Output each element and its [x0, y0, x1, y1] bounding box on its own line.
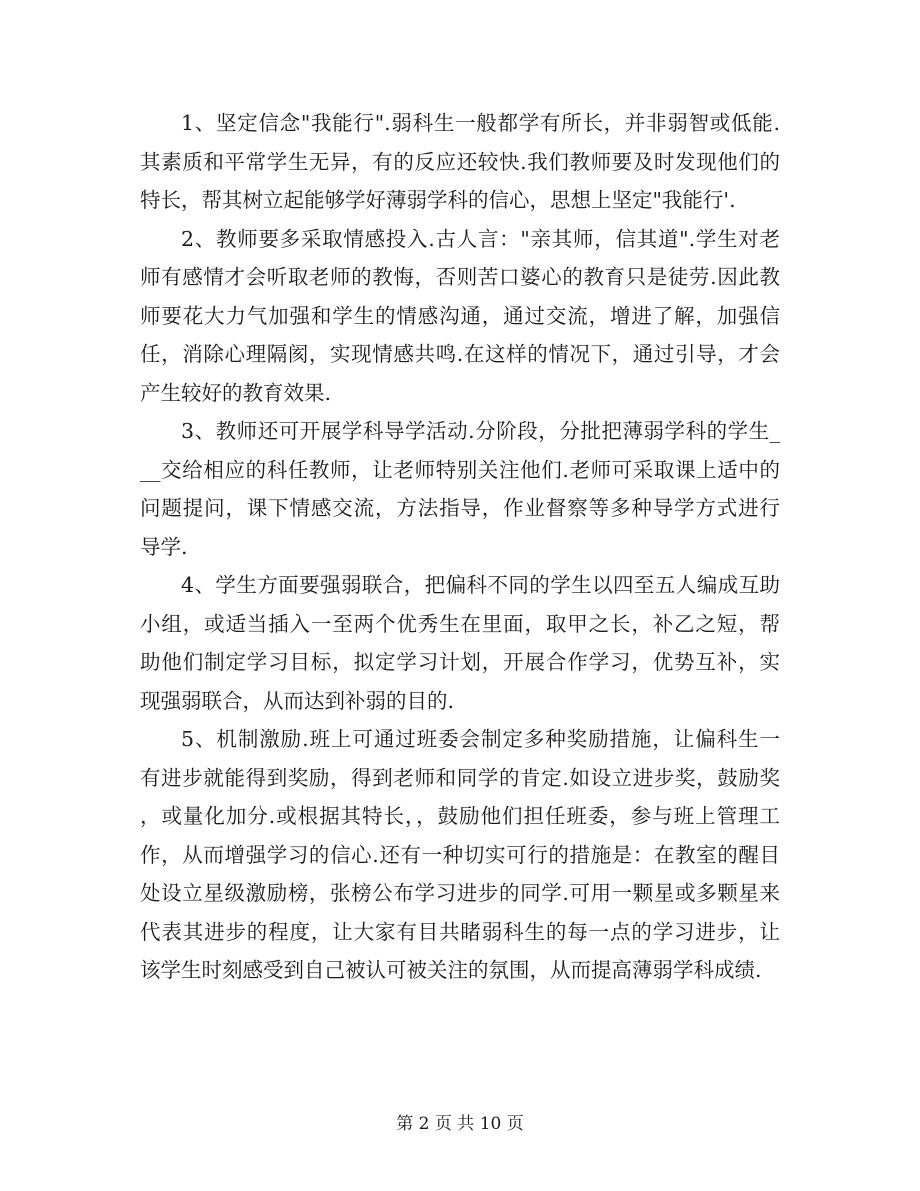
paragraph-3	[140, 412, 780, 566]
paragraph-line: 有进步就能得到奖励，得到老师和同学的肯定.如设立进步奖，鼓励奖	[140, 765, 780, 790]
paragraph-line: 导学.	[140, 534, 188, 559]
paragraph-line: 师要花大力气加强和学生的情感沟通，通过交流，增进了解，加强信	[140, 303, 780, 328]
paragraph-line: 助他们制定学习目标，拟定学习计划，开展合作学习，优势互补，实	[140, 650, 780, 674]
paragraph-line: 3、教师还可开展学科导学活动.分阶段，分批把薄弱学科的学生_	[181, 419, 780, 443]
paragraph-line: 特长，帮其树立起能够学好薄弱学科的信心，思想上坚定"我能行'.	[140, 188, 736, 212]
page-number-footer: 第 2 页 共 10 页	[396, 1114, 524, 1134]
paragraph-2	[140, 220, 780, 413]
document-body	[140, 104, 780, 990]
paragraph-line: 现强弱联合，从而达到补弱的目的.	[140, 688, 455, 713]
paragraph-line: 4、学生方面要强弱联合，把偏科不同的学生以四至五人编成互助	[181, 573, 780, 597]
paragraph-line: 小组，或适当插入一至两个优秀生在里面，取甲之长，补乙之短，帮	[140, 611, 780, 636]
paragraph-line: 处设立星级激励榜，张榜公布学习进步的同学.可用一颗星或多颗星来	[140, 881, 780, 905]
paragraph-line: 其素质和平常学生无异，有的反应还较快.我们教师要及时发现他们的	[140, 149, 780, 174]
paragraph-1	[140, 104, 780, 220]
paragraph-line: 1、坚定信念"我能行".弱科生一般都学有所长，并非弱智或低能.	[181, 111, 780, 135]
paragraph-line: 代表其进步的程度，让大家有目共睹弱科生的每一点的学习进步，让	[140, 919, 780, 944]
paragraph-line: ，或量化加分.或根据其特长，，鼓励他们担任班委，参与班上管理工	[140, 804, 780, 828]
paragraph-line: 师有感情才会听取老师的教悔，否则苦口婆心的教育只是徒劳.因此教	[140, 265, 780, 289]
paragraph-line: 作，从而增强学习的信心.还有一种切实可行的措施是：在教室的醒目	[140, 842, 780, 867]
paragraph-line: 任，消除心理隔阂，实现情感共鸣.在这样的情况下，通过引导，才会	[140, 342, 780, 366]
paragraph-line: 2、教师要多采取情感投入.古人言："亲其师，信其道".学生对老	[181, 226, 780, 251]
paragraph-line: __交给相应的科任教师，让老师特别关注他们.老师可采取课上适中的	[140, 457, 780, 482]
paragraph-line: 5、机制激励.班上可通过班委会制定多种奖励措施，让偏科生一	[181, 727, 780, 751]
paragraph-line: 该学生时刻感受到自己被认可被关注的氛围，从而提高薄弱学科成绩.	[140, 958, 762, 982]
paragraph-line: 产生较好的教育效果.	[140, 380, 332, 405]
paragraph-5	[140, 720, 780, 990]
paragraph-line: 问题提问，课下情感交流，方法指导，作业督察等多种导学方式进行	[140, 496, 780, 520]
paragraph-4	[140, 566, 780, 720]
